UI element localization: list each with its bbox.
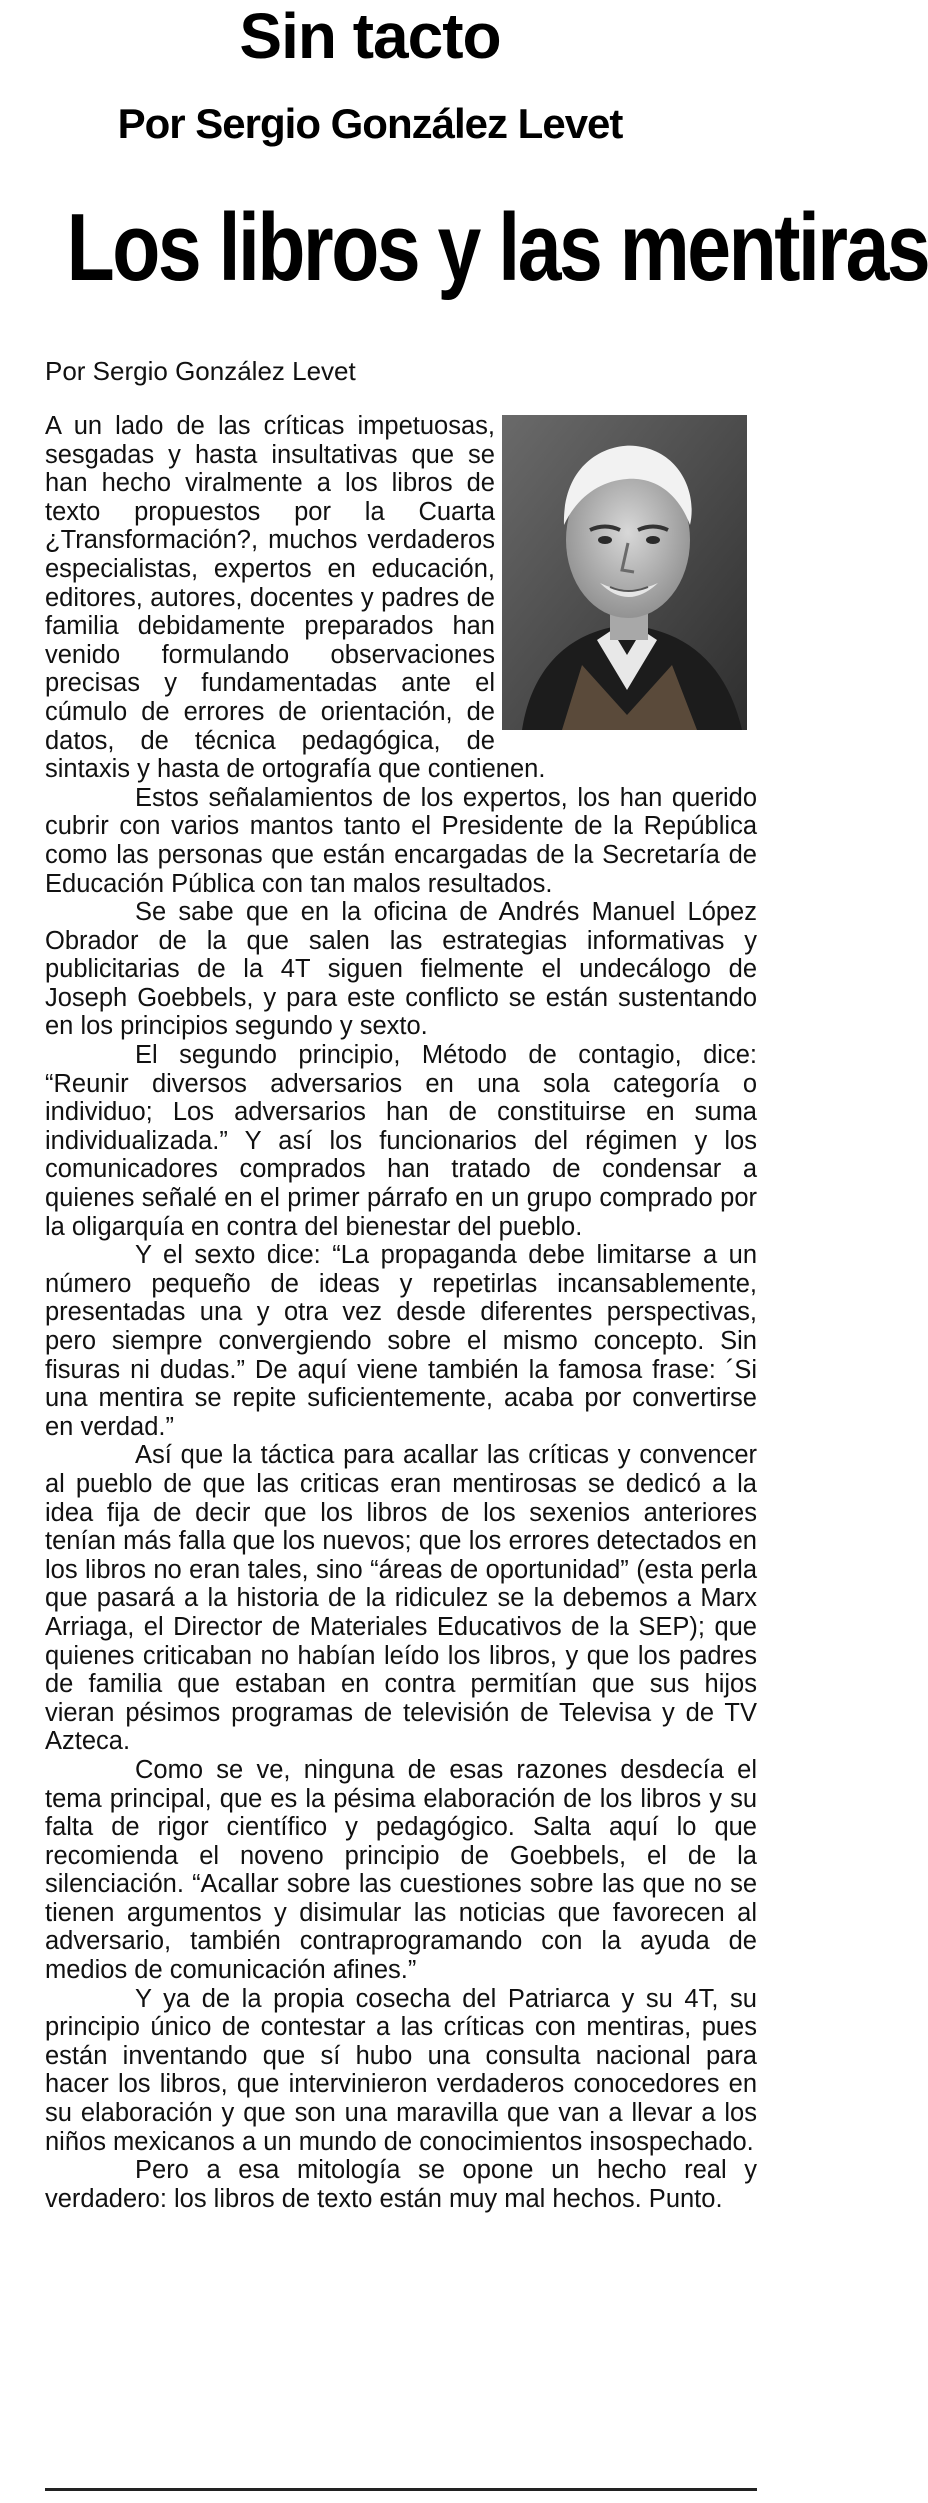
article-paragraph: A un lado de las críticas impetuosas, sesgadas y hasta insultativas que se han hecho viralmente a los libros de texto propuestos por la Cuarta ¿Transformación?, muchos verdaderos especialistas, expertos en educación, editores, autores, docentes y padres de familia debidamente preparados han venido formulando observaciones precisas y fundamentadas ante el cúmulo de errores de orientación, de datos, de técnica pedagógica, de sintaxis y hasta de ortografía que contienen.: [45, 412, 546, 784]
article-paragraph: Como se ve, ninguna de esas razones desdecía el tema principal, que es la pésima elaboración de los libros y su falta de rigor científico y pedagógico. Salta aquí lo que recomienda el noveno principio de Goebbels, el de la silenciación. “Acallar sobre las cuestiones sobre las que no se tienen argumentos y disimular las noticias que favorecen al adversario, también contraprogramando con la ayuda de medios de comunicación afines.”: [45, 1755, 757, 1985]
column-byline: Por Sergio González Levet: [117, 100, 623, 147]
article-byline: Por Sergio González Levet: [45, 356, 356, 386]
article-headline: Los libros y las mentiras: [66, 194, 928, 301]
article-paragraph: Y el sexto dice: “La propaganda debe limitarse a un número pequeño de ideas y repetirlas incansablemente, presentadas una y otra vez desde diferentes perspectivas, pero siempre convergiendo sobre el mismo concepto. Sin fisuras ni dudas.” De aquí viene también la famosa frase: ´Si una mentira se repite suficientemente, acaba por convertirse en verdad.”: [45, 1241, 757, 1441]
article-body: [45, 412, 757, 2213]
article-paragraph: Y ya de la propia cosecha del Patriarca y su 4T, su principio único de contestar a las críticas con mentiras, pues están inventando que sí hubo una consulta nacional para hacer los libros, que intervinieron verdaderos conocedores en su elaboración y que son una maravilla que van a llevar a los niños mexicanos a un mundo de conocimientos insospechado.: [45, 1984, 757, 2156]
article-paragraph: Así que la táctica para acallar las críticas y convencer al pueblo de que las criticas eran mentirosas se dedicó a la idea fija de decir que los libros de los sexenios anteriores tenían más falla que los nuevos; que los errores detectados en los libros no eran tales, sino “áreas de oportunidad” (esta perla que pasará a la historia de la ridiculez se la debemos a Marx Arriaga, el Director de Materiales Educativos de la SEP); que quienes criticaban no habían leído los libros, y que los padres de familia que estaban en contra permitían que sus hijos vieran pésimos programas de televisión de Televisa y de TV Azteca.: [45, 1441, 757, 1756]
article-paragraph: Estos señalamientos de los expertos, los han querido cubrir con varios mantos tanto el Presidente de la República como las personas que están encargadas de la Secretaría de Educación Pública con tan malos resultados.: [45, 783, 757, 898]
article-paragraph: Pero a esa mitología se opone un hecho real y verdadero: los libros de texto están muy mal hechos. Punto.: [45, 2156, 757, 2213]
photo-spacer: [495, 412, 757, 734]
bottom-divider: [45, 2488, 757, 2491]
article-paragraph: Se sabe que en la oficina de Andrés Manuel López Obrador de la que salen las estrategias informativas y publicitarias de la 4T siguen fielmente el undecálogo de Joseph Goebbels, y para este conflicto se están sustentando en los principios segundo y sexto.: [45, 898, 757, 1041]
column-title: Sin tacto: [239, 0, 501, 72]
article-paragraph: El segundo principio, Método de contagio, dice: “Reunir diversos adversarios en una sola categoría o individuo; Los adversarios han de constituirse en suma individualizada.” Y así los funcionarios del régimen y los comunicadores comprados han tratado de condensar a quienes señalé en el primer párrafo en un grupo comprado por la oligarquía en contra del bienestar del pueblo.: [45, 1041, 757, 1241]
